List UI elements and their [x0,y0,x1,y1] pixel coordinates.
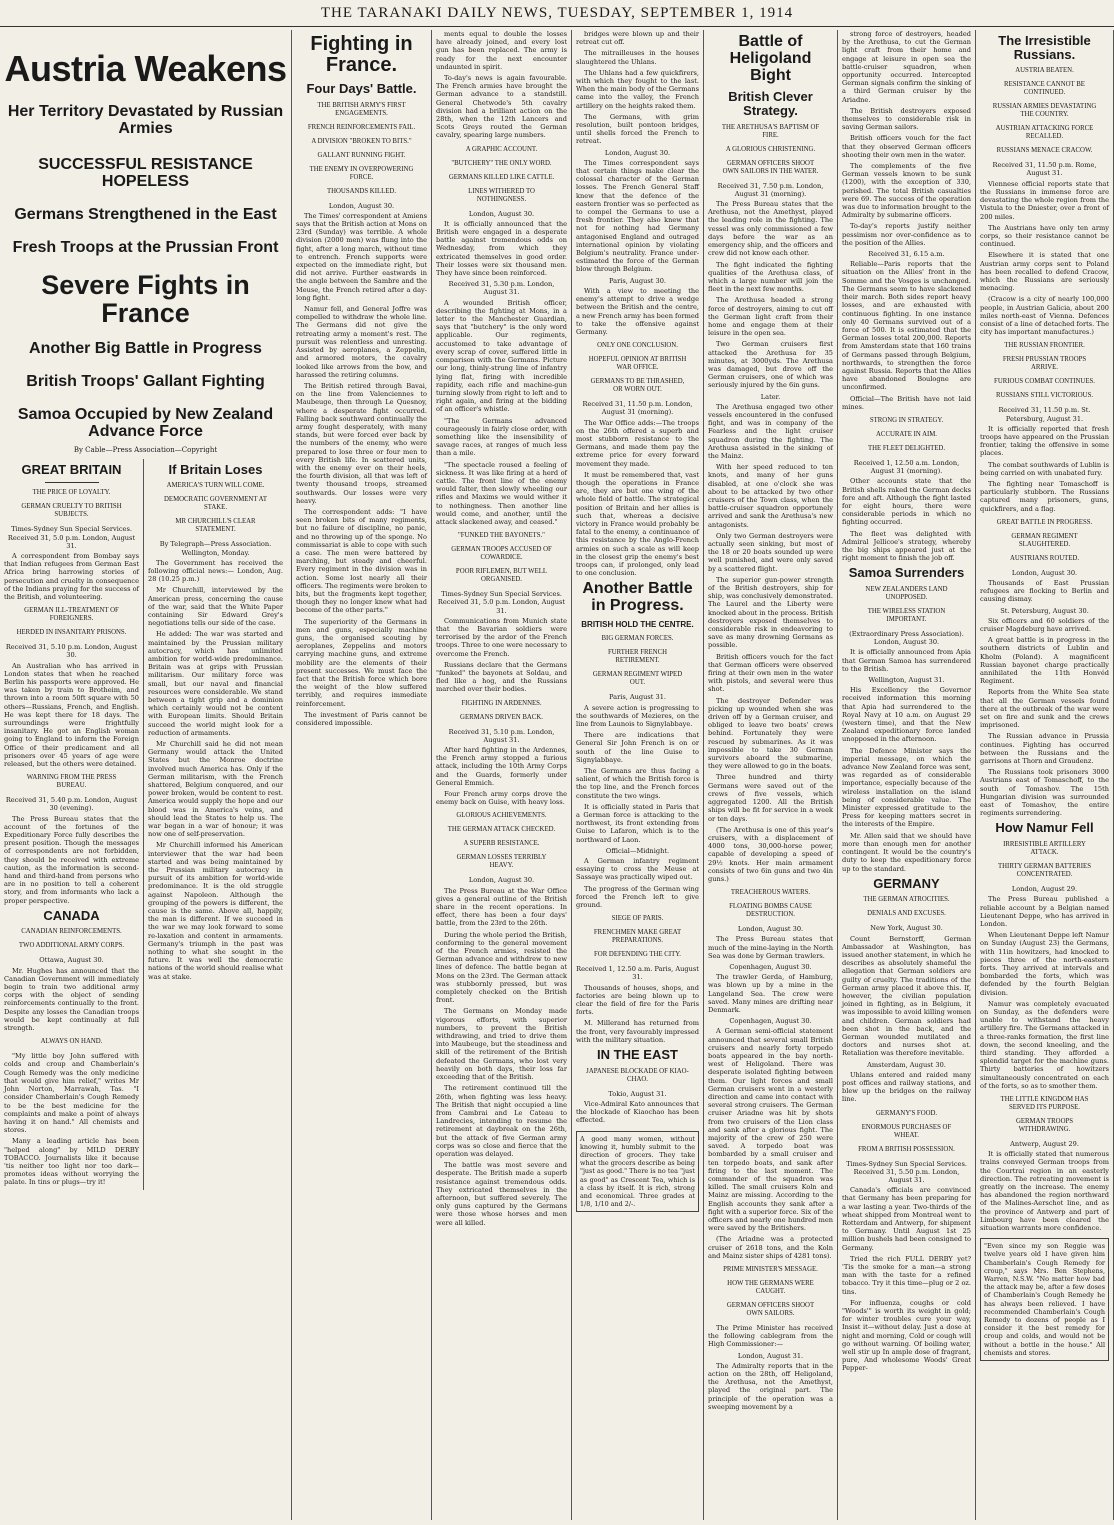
dateline: Wellington, August 31. [868,676,945,685]
dateline: Received 31, 6.15 a.m. [868,250,945,259]
paragraph: Viennese official reports state that the Russians in immense force are devastating the whole region from the Vistula to the Dniester, over a front of 200 miles. [980,179,1109,221]
subhead: THE ARETHUSA'S BAPTISM OF FIRE. [721,123,820,139]
headline-irresistible-russians: The Irresistible Russians. [998,33,1091,62]
subhead: THE GERMAN ATROCITIES. [863,896,950,904]
subhead: TWO ADDITIONAL ARMY CORPS. [18,942,125,950]
subhead: FRENCHMEN MAKE GREAT PREPARATIONS. [593,929,682,945]
paragraph: Two German cruisers first attacked the Arethusa for 35 minutes, at 3000yds. The Arethusa was damaged, but drove off the German cruisers, one of which was seriously injured by the 6in guns. [708,340,833,390]
subhead: A DIVISION "BROKEN TO BITS." [311,137,412,145]
paragraph: The Germans, with grim resolution, built pontoon bridges, until shells forced the French to retreat. [576,112,699,146]
paragraph: Russians declare that the Germans "funked" the bayonets at Soldau, and fled like a hog, and the Russians marched over their bodies. [436,660,567,694]
dateline: London, August 29. [1011,885,1078,894]
column-2 [292,30,432,1520]
paragraph: The Prime Minister has received the following cablegram from the High Commissioner:— [708,1324,833,1349]
dateline: Official—Midnight. [605,846,670,855]
dateline: Paris, August 31. [609,693,666,702]
paragraph: Four French army corps drove the enemy back on Guise, with heavy loss. [436,790,567,807]
paragraph: A wounded British officer, describing the fighting at Mons, in a letter to the Manchester Guardian, says that "butchery" is the only word applicable. Our regiments, accustomed to take advantage of every scrap of cover, suffered little in comparison with the Germans. Picture our long, thinly-strung line of infantry lying flat, firing with incredible rapidity, each rifle and machine-gun turning slowly from right to left and to right again, and firing at the bidding of an officer's whistle. [436,298,567,414]
subhead: ENORMOUS PURCHASES OF WHEAT. [861,1123,952,1139]
dateline: Later. [760,392,781,401]
paragraph: The combat southwards of Lublin is being carried on with unabated fury. [980,460,1109,477]
subhead: GERMANS KILLED LIKE CATTLE. [448,173,555,181]
subhead: HOW THE GERMANS WERE CAUGHT. [727,1280,814,1296]
advert-heading: ALWAYS ON HAND. [40,1038,103,1046]
subhead: DENIALS AND EXCUSES. [867,910,946,918]
paragraph: Mr. Allen said that we should have more than enough men for another contingent. It would be the country's duty to keep the expeditionary force up to the standard. [842,831,971,873]
paragraph: The Government has received the following official news:— London, Aug. 28 (10.25 p.m.) [148,558,283,584]
subhead: THE PRICE OF LOYALTY. [32,489,111,497]
subhead: THE WIRELESS STATION IMPORTANT. [867,608,946,624]
subhead: "FUNKED THE BAYONETS." [458,532,545,540]
paragraph: It must be remembered that, vast though the operations in France are, they are but one wing of the whole field of battle. The strategical position of Britain and her allies is such that, whereas a decisive victory in France would probably be fatal to the enemy, a continuance of this resistance by the Anglo-French armies on such a scale as will keep in the closest grip the enemy's best troops can, if prolonged, only lead to one conclusion. [576,470,699,578]
paragraph: To-day's reports justify neither pessimism nor over-confidence as to the position of the Allies. [842,222,971,247]
paragraph: The Arethusa engaged two other vessels encountered in the confused fight, and was in company of the Fearless and the light cruiser squadron during the fighting. The Arethusa assisted in the sinking of the Mainz. [708,402,833,460]
paragraph: The mitrailleuses in the houses slaughtered the Uhlans. [576,49,699,66]
paragraph: It is officially stated that numerous trains conveyed German troops from the Courtrai region in an easterly direction. The retreating movement is greatly on the increase. The enemy has abandoned the region northward of the Malines-Aerschot line, and as the province of Antwerp and part of Limbourg have been cleared the situation warrants more confidence. [980,1150,1109,1233]
dateline: Received 31, 5.40 p.m. London, August 30 (evening). [5,796,138,813]
subhead: GERMAN REGIMENT WIPED OUT. [592,671,683,687]
subhead-territory: Her Territory Devastated by Russian Armies [7,102,284,137]
dateline: Times-Sydney Sun Special Services. Received 31, 5.0 p.m. London, August 31. [437,590,566,615]
paragraph: Reliable—Paris reports that the situation on the Allies' front in the Somme and the Vosges is unchanged. The Germans seem to have slackened their march. Both sides report heavy losses, and are exhausted with continuous fighting. In one instance only 40 Germans survived out of a force of 500. It is estimated that the German losses total 200,000. Reports from Amsterdam state that 160 trains of Germans passed through Belgium, northwards, to strengthen the force against Russia. Reports that the Allies have abandoned Boulogne are unconfirmed. [842,260,971,392]
subhead: THE RUSSIAN FRONTIER. [1004,342,1085,350]
paragraph: The Russian advance in Prussia continues. Fighting has occurred between the Russians and the garrisons at Thorn and Graudenz. [980,732,1109,766]
paragraph: bridges were blown up and their retreat cut off. [576,30,699,47]
subhead: THIRTY GERMAN BATTERIES CONCENTRATED. [998,863,1091,879]
paragraph: With her speed reduced to ten knots, and many of her guns disabled, at one o'clock she was about to be attacked by two other cruisers of the Town class, when the battle-cruiser squadron opportunely arrived and sank the Arethusa's new antagonists. [708,463,833,529]
paragraph: The Germans on Monday made vigorous efforts, with superior numbers, to prevent the British withdrawing, and tried to drive them into Maubeuge, but the steadiness and skill of the retirement of the British defeated the Germans, who lost very heavily on both days, their loss far exceeding that of the British. [436,1007,567,1082]
paragraph: British officers vouch for the fact that they observed German officers shooting their own men in the water. [842,134,971,159]
paragraph: To-day's news is again favourable. The French armies have brought the German advance to a standstill. General Chetwode's 5th cavalry division had a brilliant action on the 28th, when the 12th Lancers and Scots Greys routed the German cavalry, spearing large numbers. [436,74,567,140]
dateline: Received 31, 11.50 p.m. St. Petersburg, August 31. [998,406,1091,423]
subhead: RESISTANCE CANNOT BE CONTINUED. [1004,81,1085,97]
subhead: AMERICA'S TURN WILL COME. [166,482,265,490]
dateline: Copenhagen, August 30. [729,1017,812,1026]
subhead: NEW ZEALANDERS LAND UNOPPOSED. [865,586,948,602]
subhead: GERMANS DRIVEN BACK. [460,713,543,721]
column-7 [976,30,1114,1520]
subhead-clever-strategy: British Clever Strategy. [728,89,813,119]
subhead: GALLANT RUNNING FIGHT. [317,151,406,159]
subhead: GERMAN TROOPS ACCUSED OF COWARDICE. [451,546,552,562]
subhead: RUSSIANS STILL VICTORIOUS. [995,392,1094,400]
subhead: RUSSIAN ARMIES DEVASTATING THE COUNTRY. [992,103,1097,119]
paragraph: The Press Bureau at the War Office gives a general outline of the British share in the recent operations. In effect, there has been a four days' battle, from the 23rd to the 26th. [436,886,567,928]
dateline: By Telegraph—Press Association. Wellington, Monday. [159,540,272,557]
paragraph: The superiority of the Germans in men and guns, especially machine guns, the organised scouting by aeroplanes, Zeppelins and motors carrying machine guns, and extreme mobility are the elements of their present successes. We must face the fact that the British force which bore the weight of the blow suffered terribly, and requires immediate reinforcement. [296,617,427,708]
paragraph: Canada's officials are convinced that Germany has been preparing for a war lasting a year. Two-thirds of the wheat shipped from Montreal went to Rotterdam and Antwerp, for shipment to Germany. Until August 1st 25 million bushels had been consigned to Germany. [842,1186,971,1252]
subhead-samoa: Samoa Occupied by New Zealand Advance Force [17,405,274,440]
headline-fighting-in-france: Fighting in France. [310,33,413,76]
paragraph: The Germans are thus facing a salient, of which the British force is the top line, and the French forces constitute the two wings. [576,766,699,800]
section-great-britain: GREAT BRITAIN [21,461,122,477]
dateline: Antwerp, August 29. [1010,1139,1079,1148]
paragraph: After hard fighting in the Ardennes, the French army stopped a furious attack, including the 10th Army Corps and the Guards, formerly under General Emmich. [436,746,567,787]
paragraph: A great battle is in progress in the southern districts of Lublin and Kholm (Poland). A magnificent Russian bayonet charge practically annihilated the 11th Honvéd Regiment. [980,636,1109,686]
paragraph: The Russians took prisoners 3000 Austrians east of Tomaschoff, to the south of Tomashov. The 15th Hungarian division was surrounded east of Tomashov, the entire regiments surrendering. [980,768,1109,818]
subhead: GERMAN LOSSES TERRIBLY HEAVY. [456,854,547,870]
headline-austria-weakens: Austria Weakens [4,48,287,89]
subhead: FRENCH REINFORCEMENTS FAIL. [307,123,416,131]
subhead: RUSSIANS MENACE CRACOW. [996,147,1093,155]
subhead: GERMAN TROOPS WITHDRAWING. [1015,1117,1074,1133]
headline-heligoland: Battle of Heligoland Bight [729,33,812,84]
paragraph: It is officially reported that fresh troops have appeared on the Prussian frontier, taking the offensive in some places. [980,424,1109,458]
paragraph: It is officially announced that the British were engaged in a desperate battle against tremendous odds on Wednesday, from which they extricated themselves in good order. Their losses were six thousand men. They have since been reinforced. [436,219,567,278]
great-britain-section [4,459,143,1190]
paragraph: Uhlans entered and raided many post offices and railway stations, and blew up the bridges on the railway line. [842,1070,971,1104]
paragraph: Elsewhere it is stated that one Austrian army corps sent to Poland has been recalled to defend Cracow, which the Russians are seriously menacing. [980,251,1109,293]
subhead: FROM A BRITISH POSSESSION. [858,1145,955,1153]
subhead: PRIME MINISTER'S MESSAGE. [723,1266,818,1274]
subhead: POOR RIFLEMEN, BUT WELL ORGANISED. [455,568,548,584]
dateline: Received 31, 5.10 p.m. London, August 31. [448,727,555,744]
headline-if-britain-loses: If Britain Loses [168,461,263,477]
paragraph: Count Bernstorff, German Ambassador at Washington, has issued another statement, in which he describes as absolutely shameful the allegation that German soldiers are guilty of cruelty. The traditions of the German army placed it above this. If, however, the civilian population joined in fighting, as in Belgium, it was impossible to avoid killing women and children. German soldiers had been shot in the back, and the German wounded mutilated and doctors and nurses shot at. Retaliation was therefore inevitable. [842,934,971,1058]
advert-text: "My little boy John suffered with colds and croup and Chamberlain's Cough Remedy was the only medicine that would give him relief," writes Mr John Norton, Marrawah, Tas. "I consider Chamberlain's Cough Remedy to be the best medicine for the complaints and make a point of always having it on hand." All chemists and stores. [4,1052,139,1135]
paragraph: A correspondent from Bombay says that Indian refugees from German East Africa bring harrowing stories of persecution and cruelty in consequence of the Indians praying for the success of the British, and volunteering. [4,551,139,601]
subhead: THE FLEET DELIGHTED. [867,444,946,452]
split-region [4,459,287,1190]
headline-namur: How Namur Fell [995,820,1094,836]
paragraph: There are indications that General Sir John French is on or south of the line Guise to Signylabbaye. [576,731,699,764]
subhead: ONLY ONE CONCLUSION. [597,342,678,350]
advert-text: For influenza, coughs or cold "Woods'" is worth its weight in gold; for winter troubles cure your way, Insist it—without delay. Just a dose at night and morning, Cold or cough will go without warning. Of boiling water, well stir up In ample dose of fragrant, pure, And wholesome Woods' Great Pepper- [842,1298,971,1373]
dateline: Received 31, 5.10 p.m. London, August 30. [5,643,138,660]
paragraph: The progress of the German wing forced the French left to give ground. [576,884,699,910]
paragraph: Namur fell, and General Joffre was compelled to withdraw the whole line. The Germans did not give the retreating army a moment's rest. The pursuit was relentless and unresting. Assisted by aeroplanes, a Zeppelin, and armored motors, the cavalry looked like arrows from the bow, and harassed the retiring columns. [296,305,427,379]
paragraph: The Defence Minister says the imperial message, on which the advance New Zealand force was sent, was regarded as of considerable importance, especially because of the wireless installation on the island being of considerable value. The Minister expressed gratitude to the Press for keeping matters secret in the interests of the Empire. [842,746,971,829]
dateline: Times-Sydney Sun Special Services. Received 31, 5.50 p.m. London, August 31. [846,1159,967,1185]
subhead: FURIOUS COMBAT CONTINUES. [994,378,1095,386]
paragraph: The Press Bureau states that the Arethusa, not the Amethyst, played the leading role in the fighting. The vessel was only commissioned a few days before the war as an emergency ship, and the officers and crew did not know each other. [708,200,833,258]
paragraph: M. Millerand has returned from the front, very favourably impressed with the military situation. [576,1019,699,1044]
subhead-fresh-troops: Fresh Troops at the Prussian Front [12,238,279,256]
subhead: AUSTRIAN ATTACKING FORCE RECALLED. [995,125,1094,141]
subhead: THE LITTLE KINGDOM HAS SERVED ITS PURPOSE. [1000,1095,1089,1111]
paragraph: The correspondent adds: "I have seen broken bits of many regiments, but no failure of discipline, no panic, and no throwing up of the sponge. No commissariat is able to cope with such a case. The men were battered by marching, but steady and cheerful. Every regiment in the division was in action. Some lost nearly all their officers. The regiments were broken to bits, but the fragments kept together, though they no longer knew what had become of the other parts." [296,507,427,615]
subhead: FIGHTING IN ARDENNES. [461,699,542,707]
headline-samoa-surrenders: Samoa Surrenders [848,565,965,581]
paragraph: "The Germans advanced courageously in fairly close order, with something like the insensibility of savage races, at ranges of much less than a mile. [436,416,567,458]
section-canada: CANADA [43,907,100,923]
subhead: AUSTRIA BEATEN. [1015,67,1074,75]
paragraph: The fight indicated the fighting qualities of the Arethusa class, of which a large number will join the fleet in the next few months. [708,260,833,294]
dateline: Received 31, 11.50 p.m. Rome, August 31. [992,161,1097,178]
section-germany: GERMANY [873,875,940,891]
subhead: TREACHEROUS WATERS. [730,889,811,897]
paragraph: It is officially stated in Paris that a German force is attacking to the northwest, its front extending from Guise to Lafaron, which is to the northward of Laon. [576,802,699,844]
paragraph: Official—The British have not laid mines. [842,394,971,411]
paragraph: ments equal to double the losses have already joined, and every lost gun has been replaced. The army is ready for the next encounter undaunted in spirit. [436,30,567,71]
paragraph: "The spectacle roused a feeling of sickness. It was like firing at a herd of cattle. The front line of the enemy would falter, then slowly wheeling our rifles and Maxims we would wither it to nothingness. Then another line would come, and another, until the attack slackened away, and ceased." [436,460,567,526]
dateline: Copenhagen, August 30. [729,962,812,971]
masthead: THE TARANAKI DAILY NEWS, TUESDAY, SEPTEMBER 1, 1914 [0,0,1114,27]
subhead: LINES WITHERED TO NOTHINGNESS. [468,187,535,203]
subhead: AUSTRIANS ROUTED. [1009,554,1080,562]
subhead: A SUPERB RESISTANCE. [463,840,540,848]
headline-another-battle: Another Battle in Progress. [582,580,693,615]
subhead: IRRESISTIBLE ARTILLERY ATTACK. [1003,841,1086,857]
column-4 [572,30,704,1520]
subhead: GERMAN REGIMENT SLAUGHTERED. [1011,532,1078,548]
paragraph: (The Arethusa is one of this year's cruisers, with a displacement of 4000 tons, 30,000-horse power, capable of developing a speed of 29½ knots. Her main armament consists of two 6in guns and two 4in guns.) [708,825,833,883]
paragraph: Mr. Hughes has announced that the Canadian Government will immediately begin to train two additional army corps with the object of sending reinforcements continually to the front. Despite any losses the Canadian troops would be kept continually at full strength. [4,966,139,1033]
column-1 [0,30,292,1520]
dateline: Paris, August 30. [609,276,666,285]
dateline: London, August 31. [737,1351,804,1360]
dateline: London, August 30. [468,209,535,218]
paragraph: The Uhlans had a few quickfirers, with which they fought to the last. When the main body of the Germans came into the valley, the French artillery on the heights raked them. [576,68,699,110]
subhead: FLOATING BOMBS CAUSE DESTRUCTION. [729,903,812,919]
dateline: Ottawa, August 30. [39,956,104,965]
paragraph: The trawler Gerda, of Hamburg, was blown up by a mine in the Langeland Sea. The crew were saved. Many mines are drifting near Denmark. [708,973,833,1014]
paragraph: Communications from Munich state that the Bavarian soldiers were terrorised by the ardor of the French troops. Three to one were necessary to overcome the French. [436,616,567,658]
paragraph: The Admiralty reports that in the action on the 28th, off Heligoland, the Arethusa, not the Amethyst, played the original part. The principle of the operation was a sweeping movement by a [708,1361,833,1411]
headline-severe-fights: Severe Fights in France [41,269,250,328]
subhead-british-centre: BRITISH HOLD THE CENTRE. [581,619,694,629]
subhead-british-gallant: British Troops' Gallant Fighting [26,373,265,391]
subhead: ACCURATE IN AIM. [876,430,937,438]
paragraph: An Australian who has arrived in London states that when he reached Berlin his passports were approved. He was taken by train to Brotheim, and thrown into a room 50ft square with 50 others—Russians, French, and English. He was kept there for 18 days. The surroundings were frightfully insanitary. He got an English woman going to England to inform the Foreign Office of their predicament and all prisoners over 45 years of age were released, but the others were detained. [4,661,139,768]
advert-text: Many a leading article has been "helped along" by MILD DERBY TOBACCO. Journalists like it because 'tis neither too light nor too dark—promotes ideas without worrying the palate. In tins or plugs—try it! [4,1137,139,1187]
dateline: Received 1, 12.50 a.m. Paris, August 31. [576,965,699,982]
paragraph: Reports from the White Sea state that all the German vessels found there at the outbreak of the war were set on fire and sunk and the crews imprisoned. [980,688,1109,730]
subhead: JAPANESE BLOCKADE OF KIAO-CHAO. [586,1067,689,1083]
paragraph: British officers vouch for the fact that German officers were observed firing at their own men in the water with pistols, and several were thus shot. [708,652,833,694]
subhead: STRONG IN STRATEGY. [869,416,944,424]
paragraph: The retirement continued till the 26th, when fighting was less heavy. The British that night occupied a line from Cambrai and Le Cateau to Landrecies, intending to resume the retirement at daybreak on the 26th, but the attack of five German army corps was so close and fierce that the operation was delayed. [436,1084,567,1158]
paragraph: The War Office adds:—The troops on the 26th offered a superb and most stubborn resistance to the Germans, and made them pay the extreme price for every forward movement they made. [576,418,699,468]
subhead-four-days-battle: Four Days' Battle. [306,81,417,96]
column-5 [704,30,838,1520]
paragraph: When Lieutenant Deppe left Namur on Sunday (August 23) the Germans, with 11in howitzers, had knocked to pieces three of the north-eastern forts. They arrived at intervals and bombarded the forts, which was defended by the fourth Belgian division. [980,931,1109,997]
subhead: DEMOCRATIC GOVERNMENT AT STAKE. [164,496,267,512]
paragraph: Vice-Admiral Kato announces that the blockade of Kiaochao has been effected. [576,1099,699,1125]
dateline: London, August 30. [468,876,535,885]
subhead: GERMAN OFFICERS SHOOT OWN SAILORS IN THE WATER. [722,159,819,175]
paragraph: Namur was completely evacuated on Sunday, as the defenders were unable to withstand the heavy artillery fire. The Germans attacked in a three-ranks formation, the first line down, the second kneeling, and the third standing. They afforded a splendid target for the machine guns. Thirty batteries of howitzers simultaneously concentrated on each of the forts, so as to smother them. [980,999,1109,1090]
dateline: Received 1, 12.50 a.m. London, August 31 (morning). [853,458,960,476]
divider [45,482,99,483]
paragraph: Mr Churchill, interviewed by the American press, concerning the cause of the war, said that the White Paper containing Sir Edward Grey's negotiations tells our side of the case. [148,586,283,628]
subhead: FRESH PRUSSIAN TROOPS ARRIVE. [1002,356,1087,372]
dateline: Times-Sydney Sun Special Services. Received 31, 5.0 p.m. London, August 31. [7,525,136,550]
dateline: St. Petersburg, August 30. [1000,606,1089,615]
subhead: HOPEFUL OPINION AT BRITISH WAR OFFICE. [588,356,687,372]
dateline: London, August 30. [604,148,671,157]
dateline: Received 31, 7.50 p.m. London, August 31 (morning). [717,181,824,198]
subhead: "BUTCHERY" THE ONLY WORD. [451,159,552,167]
paragraph: His Excellency the Governor received information this morning that Apia had surrendered to the Royal Navy at 10 a.m. on August 29 (western time), and that the New Zealand expeditionary force landed unopposed in the afternoon. [842,686,971,744]
dateline: London, August 30. [737,925,804,934]
paragraph: The Arethusa headed a strong force of destroyers, aiming to cut off the German light craft from their home and engage them at their leisure in the open sea. [708,296,833,338]
paragraph: A German infantry regiment essaying to cross the Meuse at Sassaye was practically wiped out. [576,857,699,882]
subhead: WARNING FROM THE PRESS BUREAU. [26,774,117,790]
paragraph: (The Ariadne was a protected cruiser of 2618 tons, and the Koln and Mainz sister ships of 4281 tons). [708,1235,833,1260]
paragraph: With a view to meeting the enemy's attempt to drive a wedge between the British and the centre, a new French army has been formed to take the offensive against Germany. [576,286,699,336]
paragraph: The Press Bureau published a reliable account by a Belgian named Lieutenant Deppe, who has arrived in London. [980,895,1109,928]
subhead: FOR DEFENDING THE CITY. [594,951,681,959]
paragraph: Mr Churchill informed his American interviewer that the war had been started and was being maintained by the Prussian military autocracy in pursuit of its ambition for world-wide predominance. It is the old struggle against Napoleon. Although the grouping of the powers is different, the cause is the same. Above all, happily, the man is different. If we succeed in the war we may look forward to some re-laxation and content in armaments. Germany's triumph in the past was nothing to what she sought in the future. It was well the democratic nations of the world should realise what was at stake. [148,841,283,981]
subhead: GLORIOUS ACHIEVEMENTS. [456,812,547,820]
subhead: HERDED IN INSANITARY PRISONS. [16,629,127,637]
paragraph: He added: The war was started and maintained by the Prussian military autocracy, which has unlimited ambition for world-wide predominance. Britain was at grips with Prussian militarism. Our military force was small, but our naval and financial resources were considerable. We stand between a tight grip and a dominion which certainly would not be content with European limits. Should Britain succeed the world might look for a reduction of armaments. [148,630,283,737]
subhead: GERMAN ILL-TREATMENT OF FOREIGNERS. [24,607,119,623]
paragraph: Thousands of East Prussian refugees are flocking to Berlin and causing dismay. [980,578,1109,604]
paragraph: The superior gun-power strength of the British destroyers, ship for ship, was conclusively demonstrated. The Laurel and the Liberty were knocked about in the process. British destroyers exposed themselves to considerable risk in endeavoring to save as many drowning Germans as possible. [708,575,833,650]
paragraph: During the whole period the British, conforming to the general movement of the French armies, resisted the German advance and withdrew to new lines of defence. The battle began at Mons on the 23rd. The German attack was stubbornly pressed, but was completely checked on the British front. [436,930,567,1005]
paragraph: The Press Bureau states that much of the mine-laying in the North Sea was done by German trawlers. [708,935,833,960]
subhead: A GLORIOUS CHRISTENING. [725,145,816,153]
paragraph: The Press Bureau states that the account of the fortunes of the Expeditionary Force fully describes the present position. Though the messages of correspondents are not forbidden, they should be received with extreme caution, as the information is second-hand and third-hand from persons who are in no position to tell a coherent story, and from informants who lack a proper perspective. [4,814,139,905]
subhead: BIG GERMAN FORCES. [601,635,674,643]
paragraph: A severe action is progressing to the southwards of Mezieres, on the line from Launois to Signylabbaye. [576,703,699,728]
subhead: FURTHER FRENCH RETIREMENT. [607,649,668,665]
subhead-resistance: SUCCESSFUL RESISTANCE HOPELESS [38,156,253,191]
subhead: SIEGE OF PARIS. [611,915,664,923]
paragraph: Other accounts state that the British shells raked the German decks fore and aft. Although the fight lasted for eight hours, there were considerable periods in which no fighting occurred. [842,477,971,527]
paragraph: (Cracow is a city of nearly 100,000 people, in Austrian Galicia, about 200 miles north-east of Vienna. Defences consist of a line of detached forts. The city has important manufactures.) [980,295,1109,337]
paragraph: Mr Churchill said he did not mean Germany would attack the United States but the Monroe doctrine involved much America has. Only if the German militarism, with the French shattered, Belgium conquered, and our power broken, would be content to rest. America would supply the hope and our blood was in America's veins, and should lead the States to help us. The war began in a war of honour; it was now one of self-preservation. [148,739,283,839]
subhead: GERMAN CRUELTY TO BRITISH SUBJECTS. [21,503,122,519]
column-3 [432,30,572,1520]
paragraph: The Times correspondent says that certain things make clear the colossal character of the German losses. The French General Staff knew that the defence of the eastern frontier was so perfected as to compel the Germans to use a fresh frontier. They also knew that not for nothing had Germany antagonised England and outraged international opinion by violating Belgium's neutrality. France under-estimated the force of the German blow through Belgium. [576,158,699,274]
subhead: THE BRITISH ARMY'S FIRST ENGAGEMENTS. [317,101,406,117]
subhead: MR CHURCHILL'S CLEAR STATEMENT. [175,518,256,534]
subhead: CANADIAN REINFORCEMENTS. [21,928,122,936]
paragraph: The Austrians have only ten army corps, so their resistance cannot be continued. [980,223,1109,249]
advert-crescent-tea: A good many women, without knowing it, humbly submit to the direction of grocers. They take what the grocers describe as being "just as good." There is no tea "just as good" as Crescent Tea, which is a class by itself. It is rich, strong and economical. Three grades at 1/8, 1/10 and 2/-. [576,1131,699,1213]
paragraph: The battle was most severe and desperate. The British made a superb resistance against tremendous odds. They extricated themselves in the afternoon, but suffered severely. The only guns captured by the Germans were those whose horses and men were all killed. [436,1161,567,1227]
paragraph: It is officially announced from Apia that German Samoa has surrendered to the British. [842,648,971,673]
dateline: Received 31, 11.50 p.m. London, August 31 (morning). [582,400,693,417]
paragraph: The fighting near Tomaschoff is particularly stubborn. The Russians captured many prisoners, guns, quickfirers, and a flag. [980,479,1109,513]
dateline: New York, August 30. [870,924,943,933]
paragraph: The investment of Paris cannot be considered impossible. [296,710,427,728]
dateline: (Extraordinary Press Association). London, August 30. [849,630,964,647]
subhead: THE ENEMY IN OVERPOWERING FORCE. [309,165,414,181]
paragraph: The fleet was delighted with Admiral Jellicoe's strategy, whereby the big ships appeared just at the right moment to finish the job off. [842,529,971,563]
paragraph: The complements of the five German vessels known to be sunk (1200), with the exception of 330, perished. The total British casualties were 69. The success of the operation was due to information brought to the Admiralty by submarine officers. [842,162,971,220]
paragraph: Six officers and 60 soldiers of the cruiser Magdeburg have arrived. [980,616,1109,633]
paragraph: The British destroyers exposed themselves to considerable risk in saving German sailors. [842,106,971,132]
paragraph: Only two German destroyers were actually seen sinking, but most of the 18 or 20 boats sounded up were well punished, and were only saved by a scattered flight. [708,531,833,573]
subhead-germans-east: Germans Strengthened in the East [14,205,277,223]
subhead: GREAT BATTLE IN PROGRESS. [996,518,1093,526]
paragraph: A German semi-official statement announced that several small British cruisers and nearly forty torpedo boats appeared in the bay north-west of Heligoland. There was desperate isolated fighting between them. Our light forces and small German cruisers went in a westerly direction and came into contact with several strong cruisers. The German cruiser Ariadne was hit by shots from two cruisers of the Lion class and sank after a glorious fight. The majority of the crew of 250 were saved. A torpedo boat was bombarded by a small cruiser and ten torpedo boats, and sank after firing to the last moment. The commander of the squadron was killed. The small cruisers Koln and Mainz are missing. According to the English accounts they sank after a fight with a superior force. Six of the officers and nearly one hundred men were saved by the Britishers. [708,1027,833,1233]
paragraph: The Times' correspondent at Amiens says that the British action at Mons on 23rd (Sunday) was terrible. A whole division (2000 men) was flung into the fight, after a long march, without time to entrench. French supports were expected on the immediate right, but did not arrive. Further eastwards in the angle between the Sambre and the Meuse, the French retired after a day-long fight. [296,211,427,302]
paragraph: strong force of destroyers, headed by the Arethusa, to cut the German light craft from their home and engage at leisure in open sea the battle-cruiser squadron, when opportunity occurred. Intercepted German signals confirm the sinking of a third German cruiser by the Ariadne. [842,30,971,104]
dateline: Amsterdam, August 30. [867,1060,946,1069]
byline: By Cable—Press Association—Copyright [73,446,218,455]
dateline: London, August 30. [328,201,395,210]
paragraph: Thousands of houses, shops, and factories are being blown up to clear the field of fire for the Paris forts. [576,983,699,1017]
paragraph: The destroyer Defender was picking up wounded when she was driven off by a German cruiser, and obliged to leave two boats' crews behind. Fortunately they were rescued by submarines. As it was impossible to take 30 German survivors aboard the submarine, they were allowed to go in the boats. [708,696,833,771]
paragraph: Three hundred and thirty Germans were saved out of the crews of five vessels, which aggregated 1200. All the British ships will be fit for service in a week or ten days. [708,773,833,823]
advert-chamberlain: "Even since my son Reggie was twelve years old I have given him Chamberlain's Cough Remedy for croup," says Mrs. Ben Stephens, Warren, N.S.W. "No matter how bad the attack may be, after a few doses of Chamberlain's Cough Remedy he has always been relieved. I have recommended Chamberlain's Cough Remedy to dozens of people as I consider it the best remedy for croup and colds, and would not be without a bottle in the house." All chemists and stores. [980,1238,1109,1361]
headline-in-the-east: IN THE EAST [597,1047,678,1063]
subhead: GERMAN OFFICERS SHOOT OWN SAILORS. [726,1302,815,1318]
subhead: A GRAPHIC ACCOUNT. [465,145,538,153]
paragraph: The British retired through Bavai, on the line from Valenciennes to Maubeuge, then through Le Quesnoy, where a desperate fight occurred. Falling back southward continually the army fought desperately, with many stands, but were forced ever back by the numbers of the enemy, who were prepared to lose three or four men to every British life. In scattered units, with the enemy ever on their heels, the fourth division, all that was left of twenty thousand troops, streamed southwards. Our losses were very heavy. [296,381,427,505]
advert-text: Tried the rich FULL DERBY yet? 'Tis the smoke for a man—a strong man with the taste for a refined tobacco. Try it this time—plug or 2 oz. tins. [842,1254,971,1296]
dateline: Received 31, 5.30 p.m. London, August 31. [448,280,555,297]
if-britain-loses-section [143,459,287,1190]
subhead: GERMANY'S FOOD. [875,1109,938,1117]
column-6 [838,30,976,1520]
subhead: THE GERMAN ATTACK CHECKED. [447,826,556,834]
subhead: GERMANS TO BE THRASHED, OR WORN OUT. [590,378,685,394]
subhead-big-battle: Another Big Battle in Progress [29,340,262,358]
dateline: Tokio, August 31. [608,1089,667,1098]
subhead: THOUSANDS KILLED. [326,187,397,195]
dateline: London, August 30. [1011,568,1078,577]
